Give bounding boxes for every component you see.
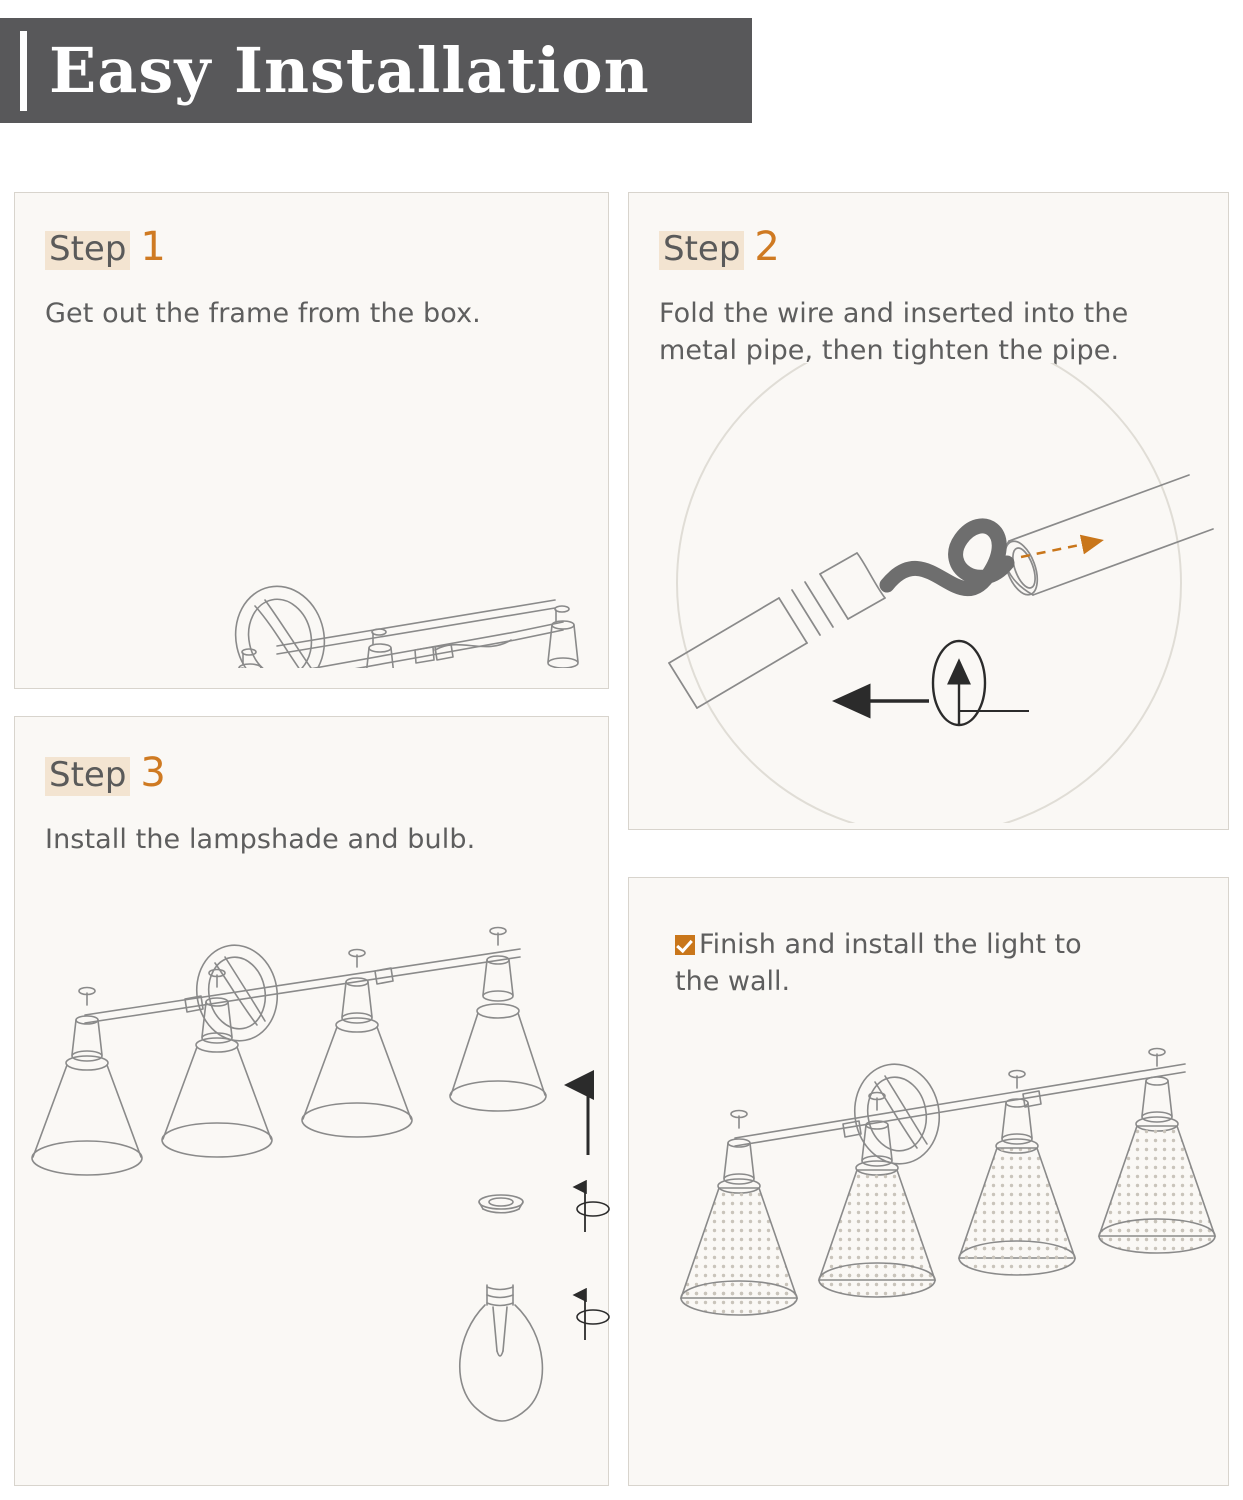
step-2-number: 2 xyxy=(754,224,780,270)
page-title: Easy Installation xyxy=(49,34,650,107)
step-1-panel xyxy=(14,192,609,689)
finish-note xyxy=(675,926,1105,1001)
step-1-number: 1 xyxy=(140,224,166,270)
header-accent-bar xyxy=(20,31,27,111)
finish-illustration xyxy=(629,1028,1230,1478)
step-3-description: Install the lampshade and bulb. xyxy=(45,824,476,855)
step-3-label xyxy=(45,750,166,796)
step-1-description: Get out the frame from the box. xyxy=(45,298,481,329)
step-1-illustration xyxy=(15,368,610,668)
page-header xyxy=(0,18,752,123)
step-3-word: Step xyxy=(45,757,130,796)
step-2-panel xyxy=(628,192,1229,830)
step-1-word: Step xyxy=(45,231,130,270)
finish-panel xyxy=(628,877,1229,1486)
step-1-label xyxy=(45,224,166,270)
step-3-number: 3 xyxy=(140,750,166,796)
step-2-illustration xyxy=(629,363,1230,823)
finish-text: Finish and install the light to the wall. xyxy=(675,929,1082,998)
checkbox-checked-icon xyxy=(675,935,695,955)
step-3-panel xyxy=(14,716,609,1486)
step-2-word: Step xyxy=(659,231,744,270)
step-2-label xyxy=(659,224,780,270)
step-3-illustration xyxy=(15,887,610,1487)
step-2-description: Fold the wire and inserted into the metal pipe, then tighten the pipe. xyxy=(659,298,1129,367)
